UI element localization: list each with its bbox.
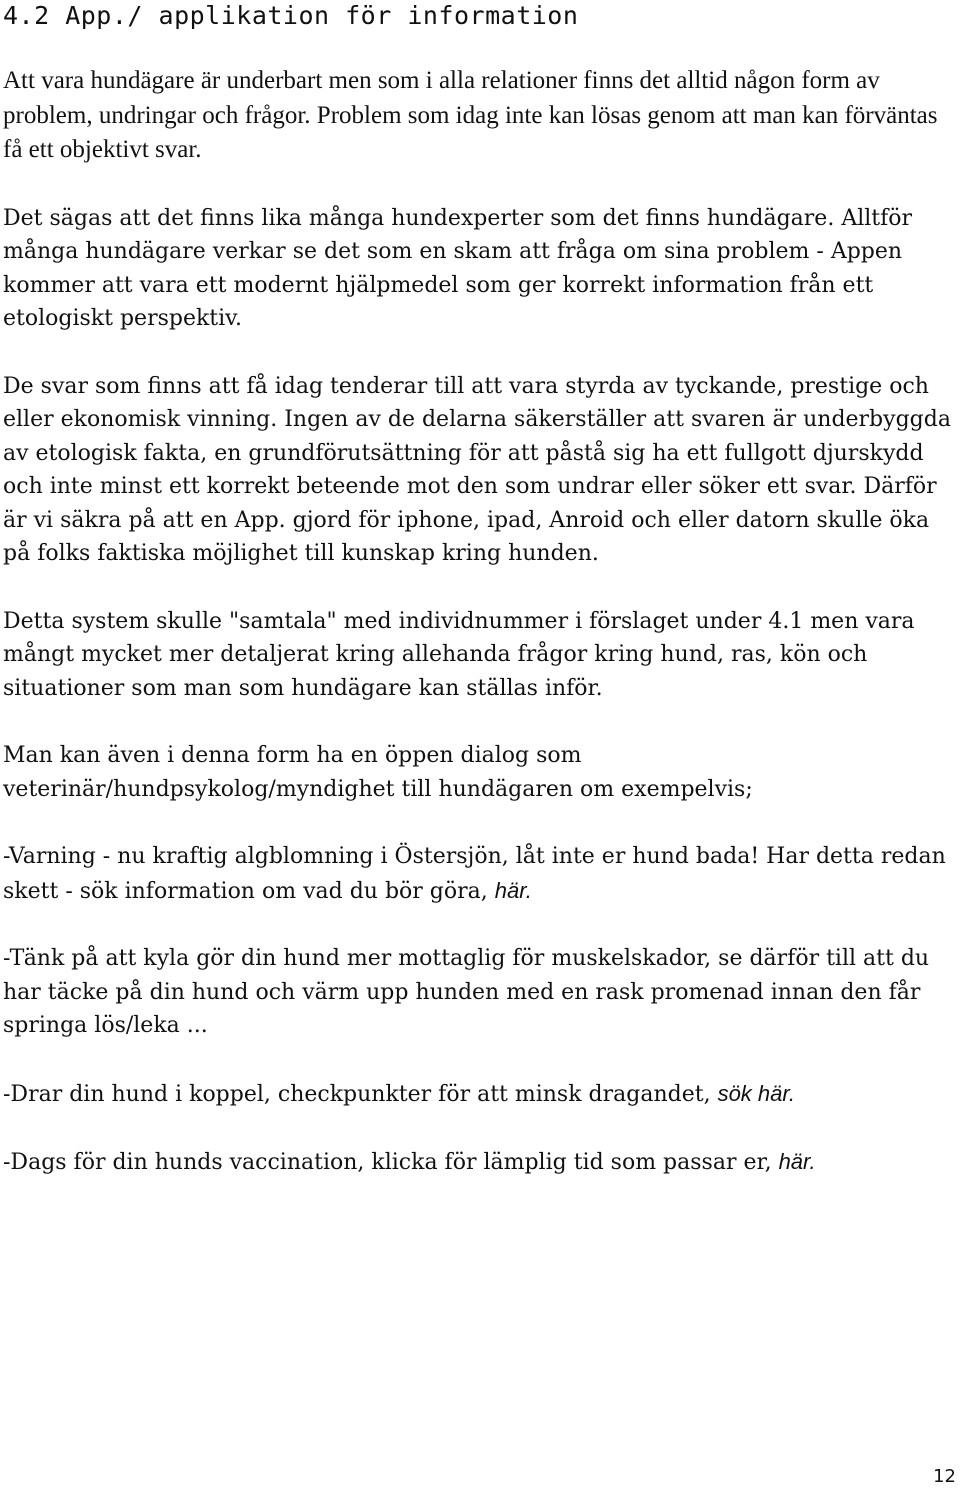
answers-paragraph: De svar som finns att få idag tenderar till att vara styrda av tyckande, prestige och eller ekonomisk vinning. Ingen av de delarna säkerställer att svaren är underbyggda av etologisk fakta, en grundförutsättning för att påstå sig ha ett fullgott djurskydd och inte minst ett korrekt beteende mot den som undrar eller söker ett svar. Därför är vi säkra på att en App. gjord för iphone, ipad, Anroid och eller datorn skulle öka på folks faktiska möjlighet till kunskap kring hunden. <box>3 373 951 566</box>
example-algae-warning <box>3 840 960 908</box>
dialog-paragraph: Man kan även i denna form ha en öppen dialog som veterinär/hundpsykolog/myndighet till hundägaren om exempelvis; <box>3 743 753 802</box>
system-paragraph: Detta system skulle "samtala" med individnummer i förslaget under 4.1 men vara mångt mycket mer detaljerat kring allehanda frågor kring hund, ras, kön och situationer som man som hundägare kan ställas inför. <box>3 608 915 701</box>
page-number: 12 <box>933 1466 956 1487</box>
algae-info-link[interactable]: här. <box>494 877 532 903</box>
example-algae-text: -Varning - nu kraftig algblomning i Östersjön, låt inte er hund bada! Har detta redan skett - sök information om vad du bör göra, <box>3 844 946 904</box>
section-heading: 4.2 App./ applikation för information <box>3 1 579 30</box>
example-vaccination-text: -Dags för din hunds vaccination, klicka för lämplig tid som passar er, <box>3 1150 779 1175</box>
intro-paragraph-text: Att vara hundägare är underbart men som i alla relationer finns det alltid någon form av problem, undringar och frågor. Problem som idag inte kan lösas genom att man kan förväntas få ett objektivt svar. <box>3 67 938 163</box>
experts-paragraph-part2: Alltför många hundägare verkar se det som en skam att fråga om sina problem - Appen kommer att vara ett modernt hjälpmedel som ger korrekt information från ett etologiskt perspektiv. <box>3 205 913 331</box>
example-leash-tip <box>3 1077 960 1112</box>
experts-paragraph <box>3 202 960 336</box>
experts-paragraph-part1: Det sägas att det finns lika många hundexperter som det finns hundägare. <box>3 205 835 231</box>
leash-search-link[interactable]: sök här. <box>717 1080 796 1106</box>
example-vaccination <box>3 1145 960 1180</box>
vaccination-booking-link[interactable]: här. <box>778 1149 816 1174</box>
intro-paragraph <box>3 64 960 168</box>
example-cold-warning <box>3 942 960 1043</box>
example-leash-text: -Drar din hund i koppel, checkpunkter för att minsk dragandet, <box>3 1081 718 1107</box>
example-cold-text: -Tänk på att kyla gör din hund mer mottaglig för muskelskador, se därför till att du har täcke på din hund och värm upp hunden med en rask promenad innan den får springa lös/leka ... <box>3 946 930 1038</box>
